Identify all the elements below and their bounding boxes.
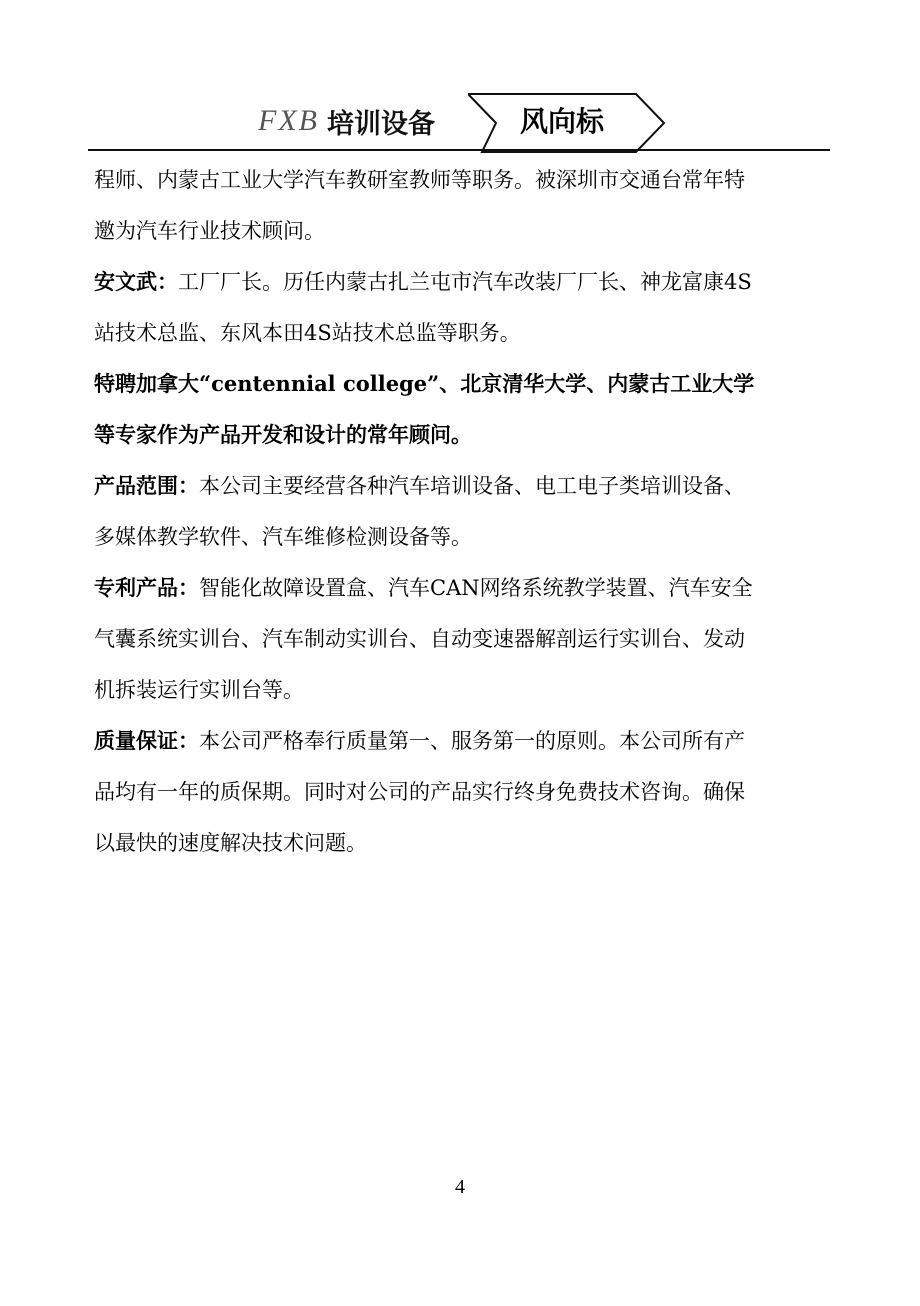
line-text: 站技术总监、东风本田4S站技术总监等职务。 bbox=[94, 321, 521, 345]
header-rule bbox=[88, 149, 830, 151]
text-line bbox=[94, 157, 824, 208]
text-line bbox=[94, 616, 824, 667]
paragraph bbox=[94, 718, 824, 871]
line-text: 特聘加拿大“centennial college”、北京清华大学、内蒙古工业大学 bbox=[94, 371, 755, 396]
text-line bbox=[94, 361, 824, 412]
line-text: 等专家作为产品开发和设计的常年顾问。 bbox=[94, 422, 472, 447]
line-text: 智能化故障设置盒、汽车CAN网络系统教学装置、汽车安全 bbox=[199, 576, 753, 600]
brand-name: 风向标 bbox=[520, 105, 605, 138]
paragraph bbox=[94, 361, 824, 463]
text-line bbox=[94, 565, 824, 616]
paragraph bbox=[94, 463, 824, 565]
document-body bbox=[94, 157, 824, 871]
text-line bbox=[94, 769, 824, 820]
line-text: 本公司主要经营各种汽车培训设备、电工电子类培训设备、 bbox=[199, 474, 745, 498]
line-text: 品均有一年的质保期。同时对公司的产品实行终身免费技术咨询。确保 bbox=[94, 780, 745, 804]
line-text: 工厂厂长。历任内蒙古扎兰屯市汽车改装厂厂长、神龙富康4S bbox=[178, 270, 752, 294]
line-text: 邀为汽车行业技术顾问。 bbox=[94, 219, 325, 243]
paragraph bbox=[94, 157, 824, 259]
header bbox=[258, 96, 435, 146]
paragraph bbox=[94, 565, 824, 718]
text-line bbox=[94, 820, 824, 871]
line-text: 机拆装运行实训台等。 bbox=[94, 678, 304, 702]
header-title: 培训设备 bbox=[326, 108, 435, 140]
line-text: 程师、内蒙古工业大学汽车教研室教师等职务。被深圳市交通台常年特 bbox=[94, 168, 745, 192]
text-line bbox=[94, 310, 824, 361]
text-line bbox=[94, 463, 824, 514]
paragraph bbox=[94, 259, 824, 361]
line-text: 本公司严格奉行质量第一、服务第一的原则。本公司所有产 bbox=[199, 729, 745, 753]
line-text: 气囊系统实训台、汽车制动实训台、自动变速器解剖运行实训台、发动 bbox=[94, 627, 745, 651]
paragraph-label: 专利产品： bbox=[94, 575, 199, 600]
page-number: 4 bbox=[455, 1176, 465, 1198]
paragraph-label: 质量保证： bbox=[94, 728, 199, 753]
line-text: 以最快的速度解决技术问题。 bbox=[94, 831, 367, 855]
text-line bbox=[94, 412, 824, 463]
text-line bbox=[94, 667, 824, 718]
text-line bbox=[94, 208, 824, 259]
paragraph-label: 产品范围： bbox=[94, 473, 199, 498]
line-text: 多媒体教学软件、汽车维修检测设备等。 bbox=[94, 525, 472, 549]
text-line bbox=[94, 718, 824, 769]
fxb-logo: FXB bbox=[258, 104, 319, 137]
paragraph-label: 安文武： bbox=[94, 269, 178, 294]
text-line bbox=[94, 514, 824, 565]
text-line bbox=[94, 259, 824, 310]
